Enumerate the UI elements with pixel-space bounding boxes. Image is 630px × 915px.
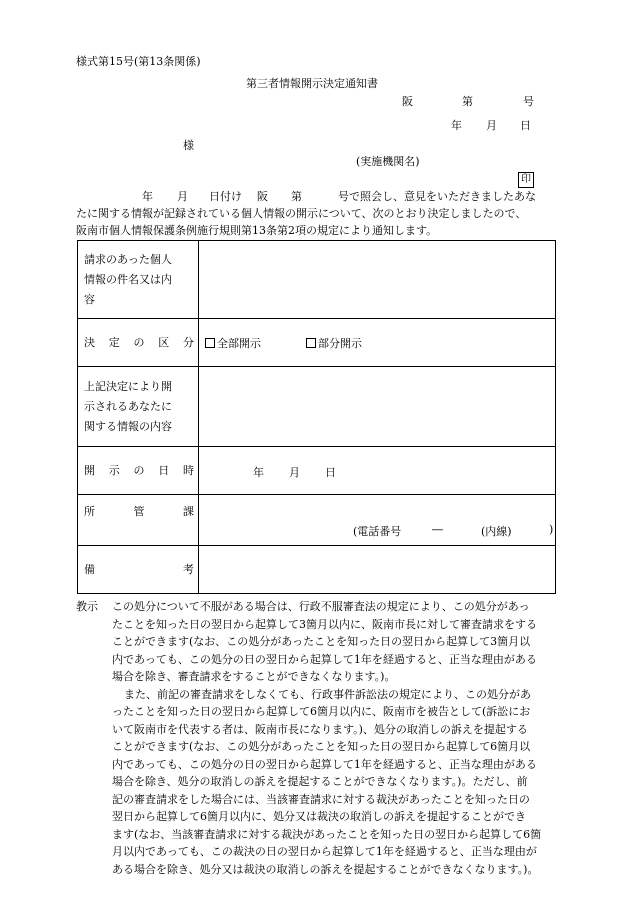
value-decision-type: [199, 319, 556, 367]
label-disclosure-date: 開 示 の 日 時: [78, 447, 199, 495]
form-number: 様式第15号(第13条関係): [76, 55, 201, 68]
row-decision-type: [78, 319, 556, 367]
label-disclosed-info: 上記決定により開 示されるあなたに 関する情報の内容: [78, 367, 199, 447]
value-remarks: [199, 546, 556, 594]
option-full-disclosure[interactable]: 全部開示: [205, 337, 261, 350]
notes-heading: 教示: [76, 600, 98, 613]
intro-line-3: 阪南市個人情報保護条例施行規則第13条第2項の規定により通知します。: [76, 224, 438, 237]
option-partial-disclosure[interactable]: 部分開示: [306, 337, 362, 350]
value-disclosure-date: 年 月 日: [199, 447, 556, 495]
document-title: 第三者情報開示決定通知書: [246, 77, 378, 90]
label-department: 所 管 課: [78, 495, 199, 546]
checkbox-partial-disclosure[interactable]: [306, 338, 316, 348]
label-remarks: 備 考: [78, 546, 199, 594]
checkbox-full-disclosure[interactable]: [205, 338, 215, 348]
value-disclosed-info: [199, 367, 556, 447]
seal-mark: 印: [518, 172, 534, 188]
extension-label: (内線): [481, 525, 512, 538]
instruction-notes: 教示 この処分について不服がある場合は、行政不服審査法の規定により、この処分があっ たことを知った日の翌日から起算して3箇月以内に、阪南市長に対して審査請求をする ことができます(なお、この処分があったことを知った日の翌日から起算して3箇月以 内であっても、この処分の日の翌日から起算して1年を経過すると、正当な理由がある 場合を除き、審査請求をすることができなくなります。)。 また、前記の審査請求をしなくても、行政事件訴訟法の規定により、この処分があ ったことを知った日の翌日から起算して6箇月以内に、阪南市を被告として(訴訟にお いて阪南市を代表する者は、阪南市長になります。)、処分の取消しの訴えを提起する ことができます(なお、この処分があったことを知った日の翌日から起算して6箇月以 内であっても、この処分の日の翌日から起算して1年を経過すると、正当な理由がある 場合を除き、処分の取消しの訴えを提起することができなくなります。)。ただし、前 記の審査請求をした場合には、当該審査請求に対する裁決があったことを知った日の 翌日から起算して6箇月以内に、処分又は裁決の取消しの訴えを提起することができ ます(なお、当該審査請求に対する裁決があったことを知った日の翌日から起算して6箇 月以内であっても、この裁決の日の翌日から起算して1年を経過すると、正当な理由が ある場合を除き、処分又は裁決の取消しの訴えを提起することができなくなります。)。: [76, 600, 542, 876]
intro-line-1: 年 月 日付け 阪 第 号で照会し、意見をいただきましたあな: [142, 190, 536, 203]
row-disclosed-info: [78, 367, 556, 447]
agency-name: (実施機関名): [356, 155, 420, 168]
phone-label: (電話番号: [353, 525, 402, 538]
label-request-subject: 請求のあった個人 情報の件名又は内 容: [78, 241, 199, 319]
row-department: [78, 495, 556, 546]
intro-line-2: たに関する情報が記録されている個人情報の開示について、次のとおり決定しましたので、: [76, 207, 527, 220]
value-request-subject: [199, 241, 556, 319]
row-disclosure-date: [78, 447, 556, 495]
decision-table: [77, 240, 556, 594]
row-remarks: [78, 546, 556, 594]
intro-paragraph: [76, 188, 560, 239]
label-decision-type: 決 定 の 区 分: [78, 319, 199, 367]
row-request-subject: [78, 241, 556, 319]
addressee-suffix: 様: [183, 139, 194, 152]
value-department: (電話番号 ― (内線) ): [199, 495, 556, 546]
